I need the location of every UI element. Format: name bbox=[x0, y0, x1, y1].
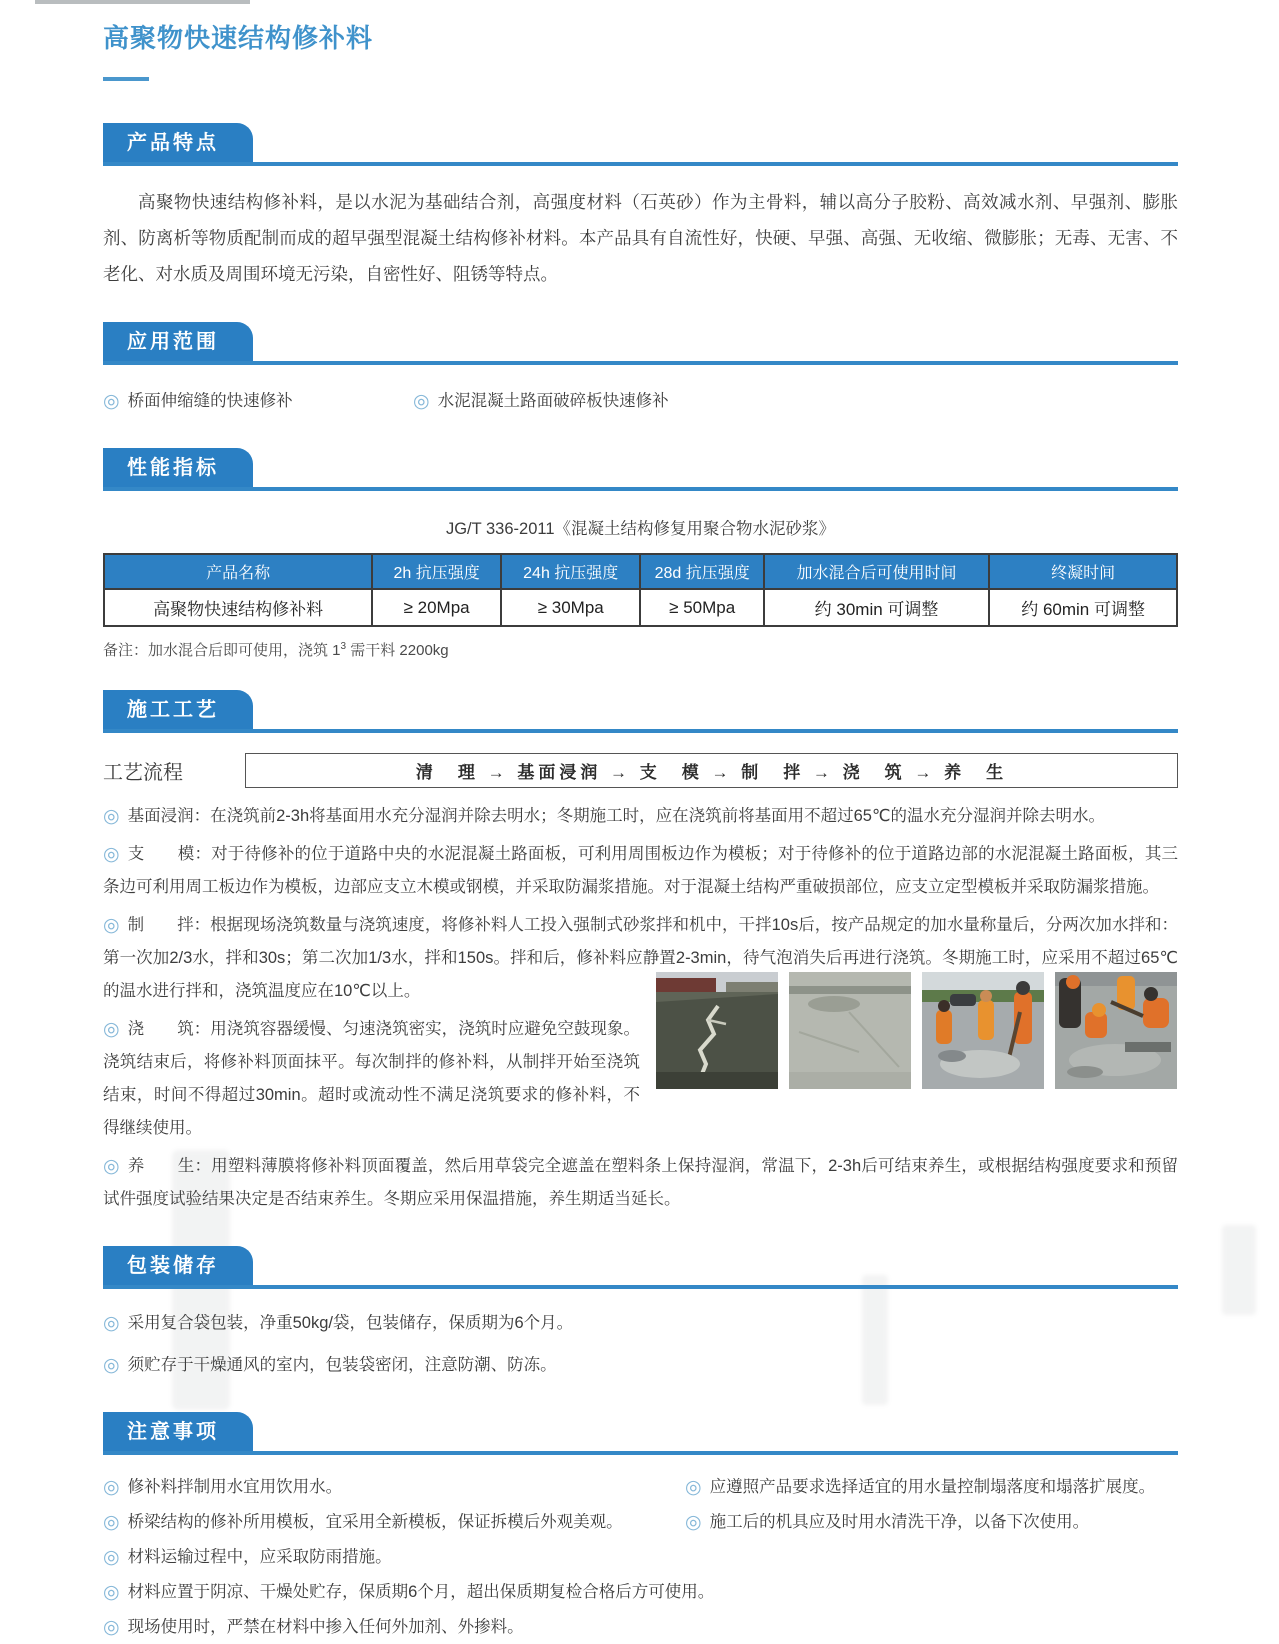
notes-row bbox=[103, 1471, 1178, 1504]
section-head-features bbox=[103, 123, 1178, 166]
ring-bullet-icon: ◎ bbox=[103, 1019, 120, 1040]
note-item-label: 应遵照产品要求选择适宜的用水量控制塌落度和塌落扩展度。 bbox=[709, 1478, 1156, 1496]
table-cell: ≥ 30Mpa bbox=[501, 589, 640, 626]
ring-bullet-icon: ◎ bbox=[103, 1477, 120, 1498]
note-superscript: 3 bbox=[340, 641, 347, 652]
table-cell: ≥ 50Mpa bbox=[640, 589, 763, 626]
ring-bullet-icon: ◎ bbox=[103, 1547, 120, 1568]
ring-bullet-icon: ◎ bbox=[685, 1512, 702, 1533]
note-item-label: 修补料拌制用水宜用饮用水。 bbox=[127, 1478, 343, 1496]
packaging-item-label: 须贮存于干燥通风的室内，包装袋密闭，注意防潮、防冻。 bbox=[127, 1356, 557, 1374]
ring-bullet-icon: ◎ bbox=[103, 1512, 120, 1533]
ring-bullet-icon: ◎ bbox=[103, 915, 120, 936]
note-item bbox=[103, 1506, 685, 1539]
application-item bbox=[103, 385, 413, 418]
construction-photo-strip bbox=[656, 972, 1178, 1089]
table-cell: 高聚物快速结构修补料 bbox=[104, 589, 372, 626]
photo-road-repair-workers-icon bbox=[922, 972, 1044, 1089]
title-underline bbox=[103, 77, 149, 81]
note-suffix: 需干料 2200kg bbox=[346, 642, 449, 659]
section-tab-packaging: 包装储存 bbox=[103, 1246, 253, 1285]
section-tab-construction: 施工工艺 bbox=[103, 690, 253, 729]
packaging-item bbox=[103, 1349, 1178, 1382]
note-prefix: 备注：加水混合后即可使用，浇筑 1 bbox=[103, 642, 341, 659]
features-body: 高聚物快速结构修补料，是以水泥为基础结合剂，高强度材料（石英砂）作为主骨料，辅以高分子胶粉、高效减水剂、早强剂、膨胀剂、防离析等物质配制而成的超早强型混凝土结构修补材料。本产品具有自流性好，快硬、早强、高强、无收缩、微膨胀；无毒、无害、不老化、对水质及周围环境无污染，自密性好、阻锈等特点。 bbox=[103, 192, 1178, 284]
process-flow-row bbox=[103, 753, 1178, 788]
construction-step bbox=[103, 1150, 1178, 1216]
notes-row bbox=[103, 1506, 1178, 1539]
construction-step bbox=[103, 800, 1178, 833]
table-header-cell: 加水混合后可使用时间 bbox=[764, 554, 989, 589]
ring-bullet-icon: ◎ bbox=[103, 1617, 120, 1638]
section-tab-features: 产品特点 bbox=[103, 123, 253, 162]
step-text: 养 生：用塑料薄膜将修补料顶面覆盖，然后用草袋完全遮盖在塑料条上保持湿润，常温下，2-3h后可结束养生，或根据结构强度要求和预留试件强度试验结果决定是否结束养生。冬期应采用保温措施，养生期适当延长。 bbox=[103, 1157, 1178, 1208]
table-header-cell: 28d 抗压强度 bbox=[640, 554, 763, 589]
table-header-cell: 24h 抗压强度 bbox=[501, 554, 640, 589]
step-text: 制 拌：根据现场浇筑数量与浇筑速度，将修补料人工投入强制式砂浆拌和机中，干拌10s后，按产品规定的加水量称量后，分两次加水拌和：第一次加2/3水，拌和30s；第二次加1/3水，拌和150s。拌和后，修补料应静置2-3min，待气泡消失后再进行浇筑。冬期施工时，应采用不超过65℃的温水进行拌和，浇筑温度应在10℃以上。 bbox=[103, 916, 1178, 1000]
note-item bbox=[103, 1471, 685, 1504]
step-text: 浇 筑：用浇筑容器缓慢、匀速浇筑密实，浇筑时应避免空鼓现象。浇筑结束后，将修补料顶面抹平。每次制拌的修补料，从制拌开始至浇筑结束，时间不得超过30min。超时或流动性不满足浇筑要求的修补料，不得继续使用。 bbox=[103, 1020, 640, 1137]
flow-sequence-box: 清 理 → 基面浸润 → 支 模 → 制 拌 → 浇 筑 → 养 生 bbox=[245, 753, 1178, 788]
note-item-label: 桥梁结构的修补所用模板，宜采用全新模板，保证拆模后外观美观。 bbox=[127, 1513, 623, 1531]
photo-cracked-pavement-icon bbox=[656, 972, 778, 1089]
application-item-label: 桥面伸缩缝的快速修补 bbox=[127, 392, 293, 410]
section-tab-application: 应用范围 bbox=[103, 322, 253, 361]
construction-step bbox=[103, 838, 1178, 904]
note-item-label: 施工后的机具应及时用水清洗干净，以备下次使用。 bbox=[709, 1513, 1090, 1531]
table-row bbox=[104, 589, 1177, 626]
application-items bbox=[103, 385, 1178, 418]
notes-columns bbox=[103, 1471, 1178, 1539]
step-text: 基面浸润：在浇筑前2-3h将基面用水充分湿润并除去明水；冬期施工时，应在浇筑前将基面用不超过65℃的温水充分湿润并除去明水。 bbox=[127, 807, 1106, 825]
note-item bbox=[103, 1576, 1178, 1609]
ring-bullet-icon: ◎ bbox=[103, 1156, 120, 1177]
packaging-item-label: 采用复合袋包装，净重50kg/袋，包装储存，保质期为6个月。 bbox=[127, 1314, 574, 1332]
note-item-label: 现场使用时，严禁在材料中掺入任何外加剂、外掺料。 bbox=[127, 1618, 524, 1636]
application-item bbox=[413, 385, 1178, 418]
table-cell: 约 60min 可调整 bbox=[989, 589, 1177, 626]
ring-bullet-icon: ◎ bbox=[413, 391, 430, 412]
flow-label: 工艺流程 bbox=[103, 762, 183, 784]
note-item bbox=[103, 1541, 1178, 1574]
page-title: 高聚物快速结构修补料 bbox=[103, 23, 374, 53]
table-cell: 约 30min 可调整 bbox=[764, 589, 989, 626]
table-header-cell: 产品名称 bbox=[104, 554, 372, 589]
ring-bullet-icon: ◎ bbox=[685, 1477, 702, 1498]
standard-reference: JG/T 336-2011《混凝土结构修复用聚合物水泥砂浆》 bbox=[445, 520, 836, 538]
photo-damaged-surface-icon bbox=[789, 972, 911, 1089]
table-header-cell: 终凝时间 bbox=[989, 554, 1177, 589]
section-head-packaging bbox=[103, 1246, 1178, 1289]
section-head-application bbox=[103, 322, 1178, 365]
section-head-performance bbox=[103, 448, 1178, 491]
photo-repair-crew-icon bbox=[1055, 972, 1177, 1089]
section-tab-performance: 性能指标 bbox=[103, 448, 253, 487]
section-head-construction bbox=[103, 690, 1178, 733]
table-header-cell: 2h 抗压强度 bbox=[372, 554, 501, 589]
table-header-row bbox=[104, 554, 1177, 589]
ring-bullet-icon: ◎ bbox=[103, 1582, 120, 1603]
ring-bullet-icon: ◎ bbox=[103, 844, 120, 865]
packaging-item bbox=[103, 1307, 1178, 1340]
table-note bbox=[103, 639, 1178, 660]
ring-bullet-icon: ◎ bbox=[103, 1355, 120, 1376]
ring-bullet-icon: ◎ bbox=[103, 1313, 120, 1334]
note-item bbox=[103, 1611, 1178, 1644]
application-item-label: 水泥混凝土路面破碎板快速修补 bbox=[437, 392, 669, 410]
section-head-notes bbox=[103, 1412, 1178, 1455]
section-tab-notes: 注意事项 bbox=[103, 1412, 253, 1451]
note-item bbox=[685, 1471, 1178, 1504]
table-cell: ≥ 20Mpa bbox=[372, 589, 501, 626]
performance-table bbox=[103, 553, 1178, 627]
ring-bullet-icon: ◎ bbox=[103, 391, 120, 412]
note-item-label: 材料应置于阴凉、干燥处贮存，保质期6个月，超出保质期复检合格后方可使用。 bbox=[127, 1583, 715, 1601]
step-text: 支 模：对于待修补的位于道路中央的水泥混凝土路面板，可利用周围板边作为模板；对于待修补的位于道路边部的水泥混凝土路面板，其三条边可利用周工板边作为模板，边部应支立木模或钢模，并采取防漏浆措施。对于混凝土结构严重破损部位，应支立定型模板并采取防漏浆措施。 bbox=[103, 845, 1178, 896]
note-item bbox=[685, 1506, 1178, 1539]
ring-bullet-icon: ◎ bbox=[103, 806, 120, 827]
note-item-label: 材料运输过程中，应采取防雨措施。 bbox=[127, 1548, 392, 1566]
